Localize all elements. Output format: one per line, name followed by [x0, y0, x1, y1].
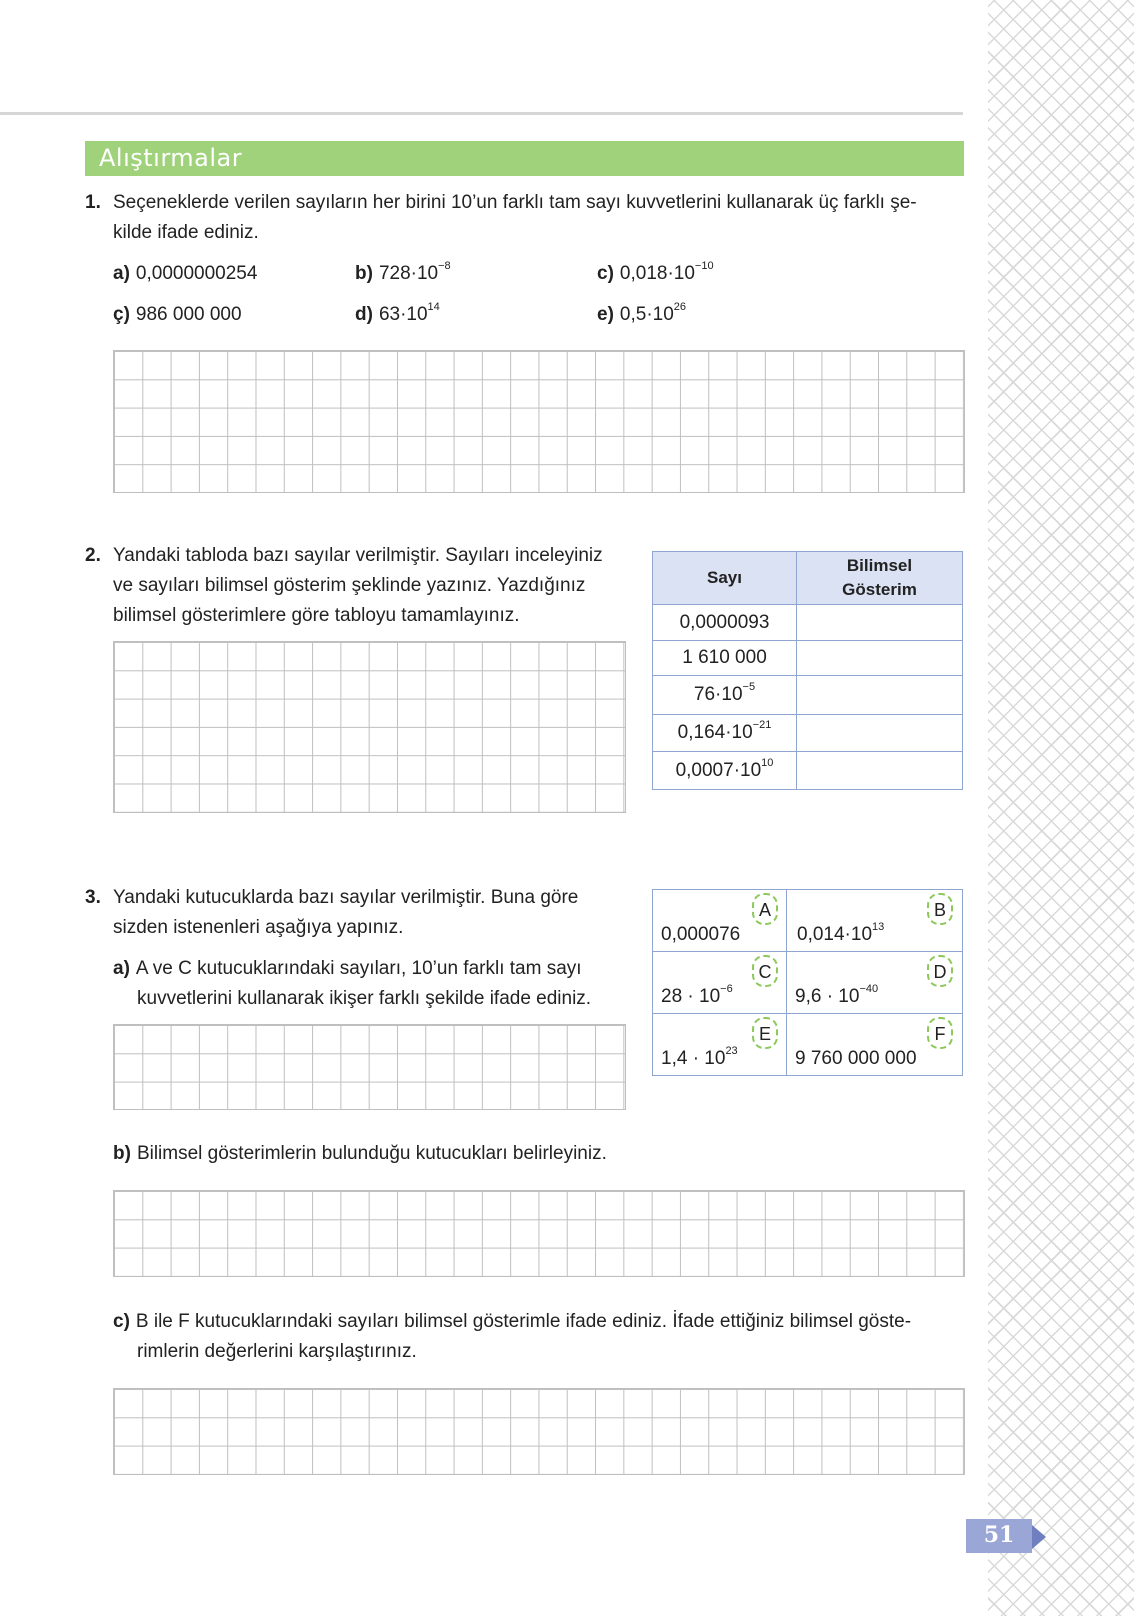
- box-a: [652, 889, 787, 952]
- q1-option-a: a) 0,0000000254: [113, 263, 258, 284]
- q1-answer-grid[interactable]: [113, 350, 965, 493]
- table-cell-answer[interactable]: [797, 676, 963, 715]
- q2-answer-grid[interactable]: [113, 641, 626, 813]
- table-cell-answer[interactable]: [797, 715, 963, 752]
- box-letter: E: [752, 1017, 778, 1049]
- box-e: [652, 1013, 787, 1076]
- page-number: 51: [983, 1522, 1015, 1548]
- box-value: 9 760 000 000: [795, 1048, 917, 1069]
- q3a-line2: kuvvetlerini kullanarak ikişer farklı şekilde ifade ediniz.: [137, 988, 592, 1009]
- box-f: [786, 1013, 963, 1076]
- box-letter: C: [752, 955, 778, 987]
- side-pattern: [988, 0, 1134, 1616]
- box-letter: A: [752, 893, 778, 925]
- box-value: $0,014\cdot 10^{13}$: [797, 921, 885, 945]
- table-cell-answer[interactable]: [797, 752, 963, 790]
- table-cell-answer[interactable]: [797, 641, 963, 676]
- table-cell-number: $76\cdot 10^{-5}$: [653, 676, 797, 715]
- box-letter: D: [927, 955, 953, 987]
- q3c-line1: c) B ile F kutucuklarındaki sayıları bilimsel gösterimle ifade ediniz. İfade ettiğiniz bilimsel göste-: [113, 1311, 912, 1332]
- q2-line3: bilimsel gösterimlere göre tabloyu tamamlayınız.: [113, 605, 520, 626]
- q1-option-b: b) $728\cdot 10^{-8}$: [355, 260, 451, 284]
- q1-option-d: d) $63\cdot 10^{14}$: [355, 301, 440, 325]
- q1-line2: kilde ifade ediniz.: [113, 222, 259, 243]
- section-banner: [85, 141, 964, 176]
- table-header-number: Sayı: [653, 552, 797, 605]
- q2-line1: Yandaki tabloda bazı sayılar verilmiştir. Sayıları inceleyiniz: [113, 545, 603, 566]
- table-cell-number: $0,0007\cdot 10^{10}$: [653, 752, 797, 790]
- table-cell-number: 0,0000093: [653, 605, 797, 641]
- q1-option-e: e) $0,5\cdot 10^{26}$: [597, 301, 687, 325]
- q1-number: 1.: [85, 192, 101, 213]
- page-number-tab: [966, 1519, 1048, 1553]
- scientific-notation-table: [652, 551, 963, 790]
- table-header-scientific: Bilimsel Gösterim: [797, 552, 963, 605]
- q1-line1: Seçeneklerde verilen sayıların her birini 10’un farklı tam sayı kuvvetlerini kullanarak üç farklı şe-: [113, 192, 917, 213]
- q3b-text: b) Bilimsel gösterimlerin bulunduğu kutucukları belirleyiniz.: [113, 1143, 607, 1164]
- box-value: 0,000076: [661, 924, 741, 945]
- q3-line1: Yandaki kutucuklarda bazı sayılar verilmiştir. Buna göre: [113, 887, 579, 908]
- q3c-line2: rimlerin değerlerini karşılaştırınız.: [137, 1341, 417, 1362]
- q3a-line1: a) A ve C kutucuklarındaki sayıları, 10’un farklı tam sayı: [113, 958, 582, 979]
- box-value: $1,4 \cdot 10^{23}$: [661, 1045, 738, 1069]
- q3-number: 3.: [85, 887, 101, 908]
- table-cell-number: 1 610 000: [653, 641, 797, 676]
- q1-option-c: c) $0,018\cdot 10^{-10}$: [597, 260, 714, 284]
- q2-line2: ve sayıları bilimsel gösterim şeklinde yazınız. Yazdığınız: [113, 575, 586, 596]
- box-b: [786, 889, 963, 952]
- box-value: $9,6 \cdot 10^{-40}$: [795, 983, 879, 1007]
- box-letter: F: [927, 1017, 953, 1049]
- box-c: [652, 951, 787, 1014]
- box-value: $28 \cdot 10^{-6}$: [661, 983, 733, 1007]
- box-d: [786, 951, 963, 1014]
- header-rule: [0, 112, 963, 115]
- number-boxes: [652, 889, 963, 1076]
- q3a-answer-grid[interactable]: [113, 1024, 626, 1110]
- q2-number: 2.: [85, 545, 101, 566]
- box-letter: B: [927, 893, 953, 925]
- section-title: Alıştırmalar: [99, 144, 243, 172]
- q1-option-c-cedilla: ç) 986 000 000: [113, 304, 242, 325]
- table-cell-answer[interactable]: [797, 605, 963, 641]
- q3b-answer-grid[interactable]: [113, 1190, 965, 1277]
- q3-line2: sizden istenenleri aşağıya yapınız.: [113, 917, 404, 938]
- q3c-answer-grid[interactable]: [113, 1388, 965, 1475]
- table-cell-number: $0,164\cdot 10^{-21}$: [653, 715, 797, 752]
